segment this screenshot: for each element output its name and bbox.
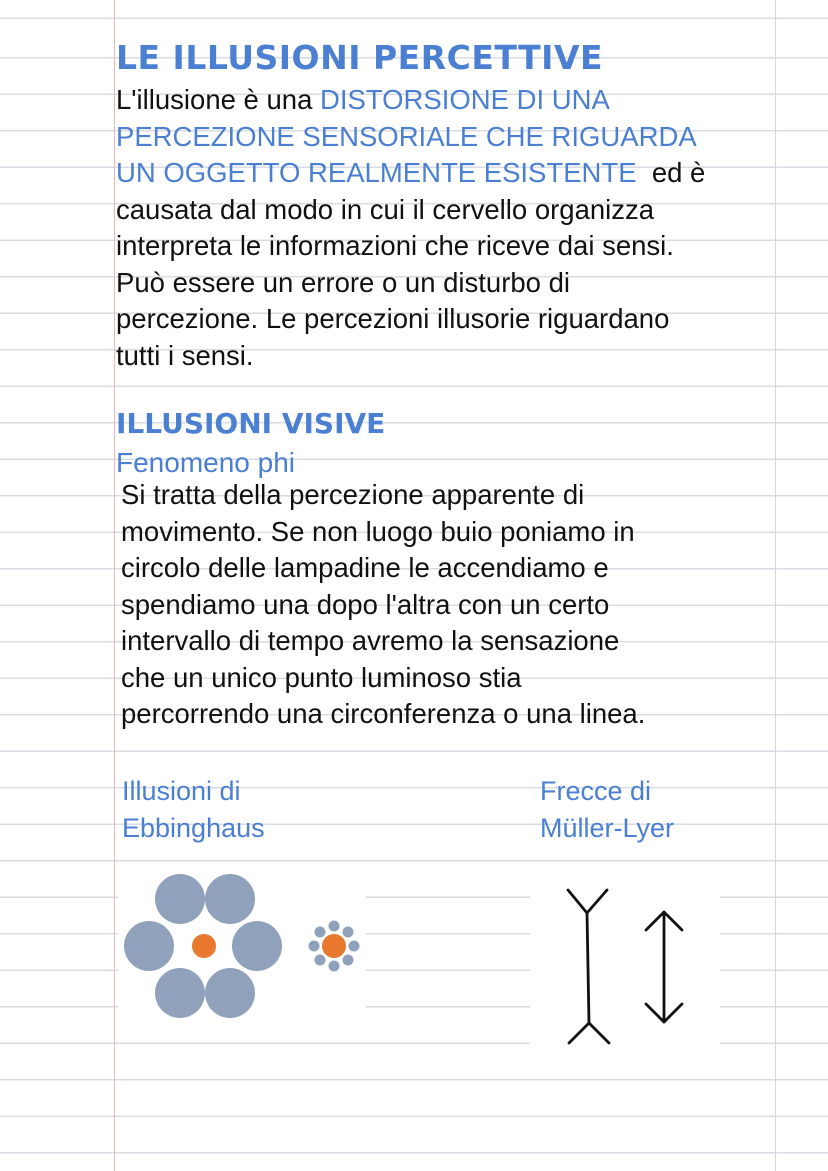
intro-line-7: percezione. Le percezioni illusorie riguardano (116, 303, 670, 334)
intro-line-5: interpreta le informazioni che riceve dai sensi. (116, 230, 674, 261)
highlight-text: UN OGGETTO REALMENTE ESISTENTE (116, 157, 637, 188)
phi-line-5: intervallo di tempo avremo la sensazione (121, 625, 620, 656)
intro-line-4: causata dal modo in cui il cervello organizza (116, 193, 655, 225)
intro-line-1: L'illusione è una DISTORSIONE DI UNA (116, 84, 610, 115)
intro-line-3: UN OGGETTO REALMENTE ESISTENTE ed è (116, 157, 706, 188)
intro-line-2: PERCEZIONE SENSORIALE CHE RIGUARDA (116, 120, 697, 152)
phi-line-1: Si tratta della percezione apparente di (121, 479, 585, 510)
ebbinghaus-label: Illusioni di Ebbinghaus (122, 776, 265, 843)
intro-line-6: Può essere un errore o un disturbo di (116, 266, 571, 298)
ebbinghaus-small-surround (309, 921, 360, 972)
phi-line-7: percorrendo una circonferenza o una linea. (121, 698, 646, 729)
phi-line-2: movimento. Se non luogo buio poniamo in (121, 515, 635, 547)
ebbinghaus-center-right (322, 934, 346, 958)
phi-line-4: spendiamo una dopo l'altra con un certo (121, 588, 610, 620)
section-subheading: Fenomeno phi (116, 447, 296, 478)
highlight-text: DISTORSIONE DI UNA (320, 84, 610, 115)
mullerlyer-background (530, 868, 720, 1058)
section-heading: ILLUSIONI VISIVE (116, 407, 386, 440)
intro-line-8: tutti i sensi. (116, 339, 254, 371)
mullerlyer-label: Frecce di Müller-Lyer (540, 776, 675, 843)
ebbinghaus-center-left (192, 934, 216, 958)
phi-line-3: circolo delle lampadine le accendiamo e (121, 552, 609, 583)
page-title: LE ILLUSIONI PERCETTIVE (116, 38, 604, 77)
phi-line-6: che un unico punto luminoso stia (121, 661, 522, 693)
